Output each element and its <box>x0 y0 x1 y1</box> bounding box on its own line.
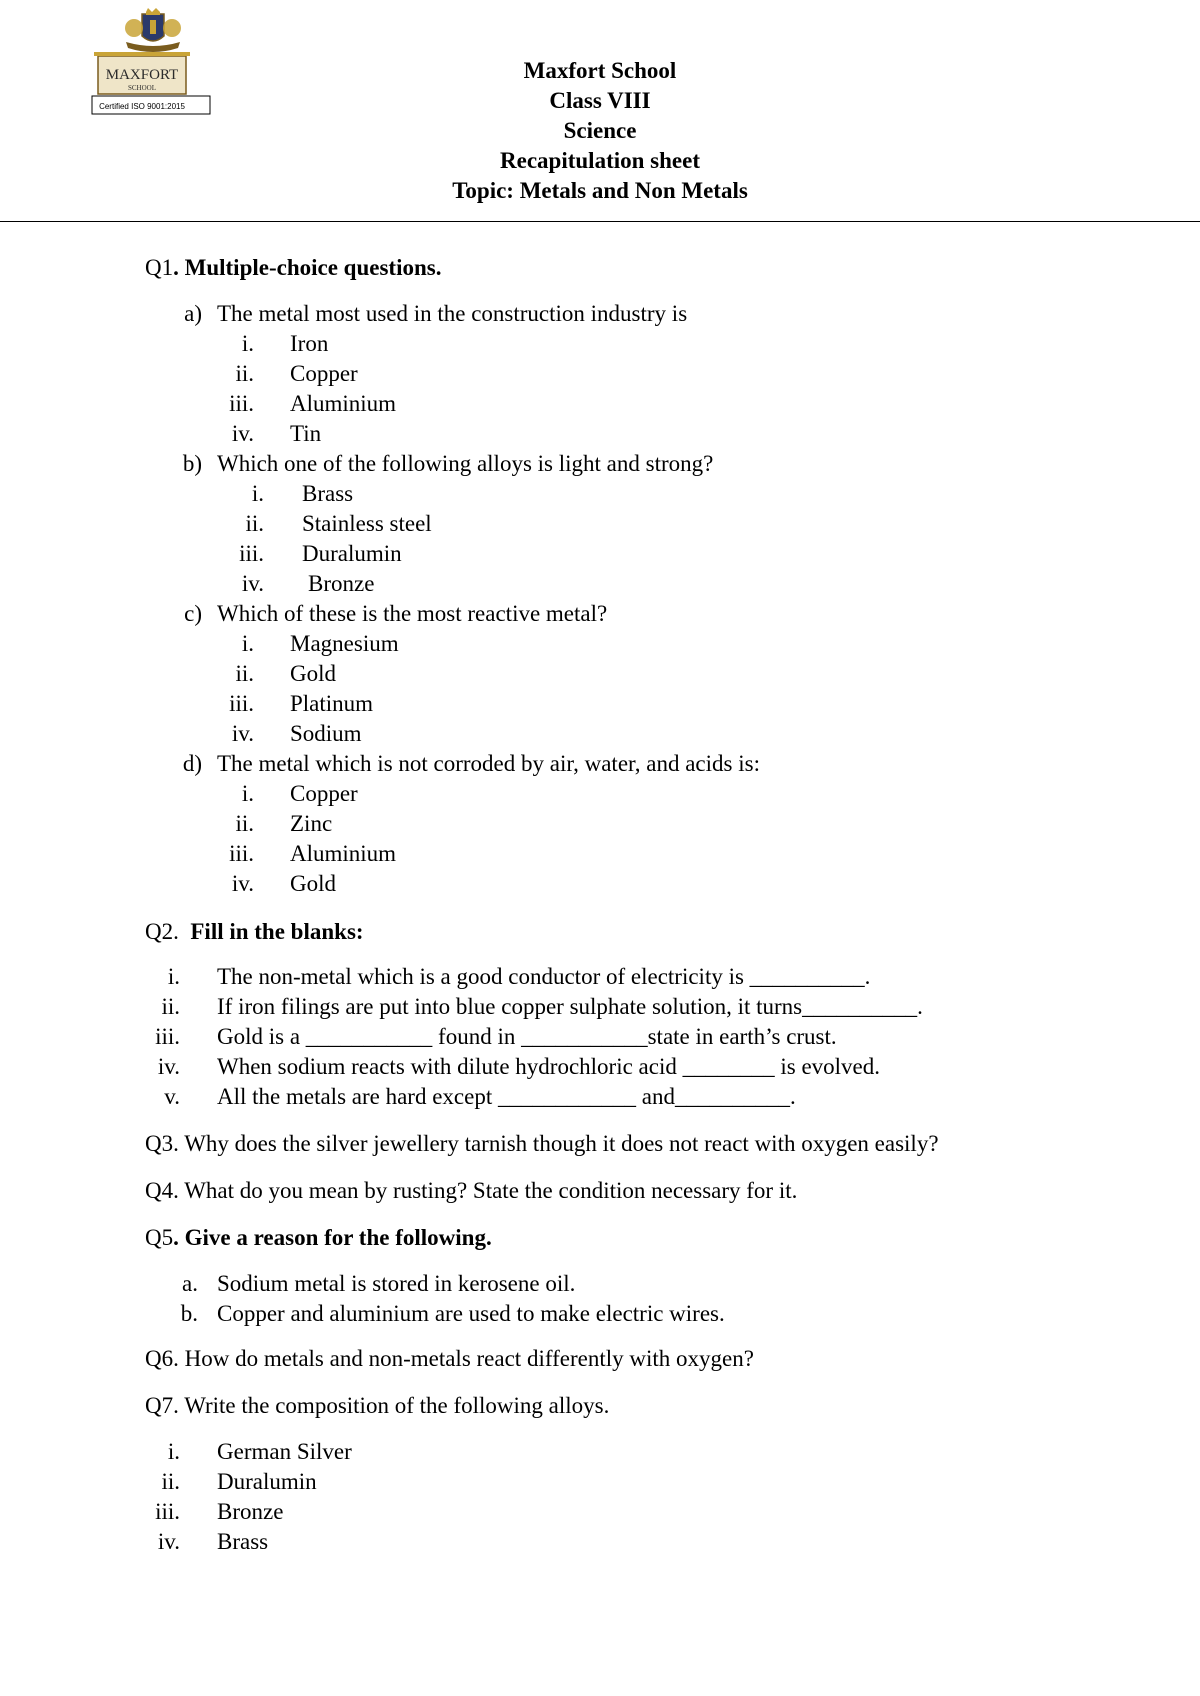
q1b-opt3-num: iii. <box>239 541 264 566</box>
q1d-opt3: Aluminium <box>290 841 397 866</box>
q2-item4-num: iv. <box>157 1054 180 1079</box>
school-name: Maxfort School <box>523 58 677 83</box>
q1d-opt1: Copper <box>290 781 358 806</box>
q5-item1-num: a. <box>182 1271 198 1296</box>
q1d-opt4-num: iv. <box>231 871 254 896</box>
subject-name: Science <box>563 118 637 143</box>
q1a-opt2-num: ii. <box>235 361 254 386</box>
q1c-opt1: Magnesium <box>290 631 399 656</box>
logo-cert: Certified ISO 9001:2015 <box>99 102 185 111</box>
q1d-text: The metal which is not corroded by air, water, and acids is: <box>217 751 760 776</box>
q1c-text: Which of these is the most reactive metal? <box>217 601 608 626</box>
q5-heading <box>145 1224 492 1252</box>
q5-item1: Sodium metal is stored in kerosene oil. <box>217 1271 576 1296</box>
q1d-opt2-num: ii. <box>235 811 254 836</box>
document-header <box>300 56 900 206</box>
q2-label: Q2. <box>145 919 179 944</box>
q4-text: Q4. What do you mean by rusting? State the condition necessary for it. <box>145 1178 798 1203</box>
q7-item1-num: i. <box>167 1439 180 1464</box>
q7-item4-num: iv. <box>157 1529 180 1554</box>
q2-heading <box>145 918 364 946</box>
q1c-opt3: Platinum <box>290 691 374 716</box>
q1b-opt3: Duralumin <box>302 541 402 566</box>
q1a-opt2: Copper <box>290 361 358 386</box>
q2-item3-num: iii. <box>155 1024 180 1049</box>
q7-item2-num: ii. <box>161 1469 180 1494</box>
q2-item1: The non-metal which is a good conductor of electricity is __________. <box>217 964 871 989</box>
q1c-opt4: Sodium <box>290 721 362 746</box>
q1d-opt2: Zinc <box>290 811 333 836</box>
logo-name: MAXFORT <box>105 67 179 83</box>
q1-title: . Multiple-choice questions. <box>173 255 442 280</box>
q6-text: Q6. How do metals and non-metals react differently with oxygen? <box>145 1346 754 1371</box>
q3-text: Q3. Why does the silver jewellery tarnish though it does not react with oxygen easily? <box>145 1131 939 1156</box>
q1a-opt3: Aluminium <box>290 391 397 416</box>
header-divider <box>0 221 1200 222</box>
q7-item3-num: iii. <box>155 1499 180 1524</box>
q1a-opt1: Iron <box>290 331 329 356</box>
q1b-opt1: Brass <box>302 481 354 506</box>
q1-heading <box>145 254 441 282</box>
logo-sub: SCHOOL <box>127 84 157 92</box>
sheet-title: Recapitulation sheet <box>500 148 700 173</box>
q7-item1: German Silver <box>217 1439 352 1464</box>
q2-item2: If iron filings are put into blue copper sulphate solution, it turns__________. <box>217 994 923 1019</box>
q1b-opt4-num: iv. <box>241 571 264 596</box>
q1c-opt3-num: iii. <box>229 691 254 716</box>
q7-item3: Bronze <box>217 1499 284 1524</box>
q1a-opt4-num: iv. <box>231 421 254 446</box>
q1c-opt2-num: ii. <box>235 661 254 686</box>
q2-item5: All the metals are hard except ____________ and__________. <box>217 1084 796 1109</box>
q1a-letter: a) <box>184 301 202 326</box>
q1c-opt4-num: iv. <box>231 721 254 746</box>
q2-item5-num: v. <box>164 1084 180 1109</box>
q1c-opt1-num: i. <box>241 631 254 656</box>
q1a-opt4: Tin <box>290 421 322 446</box>
q2-item1-num: i. <box>167 964 180 989</box>
q1c-letter: c) <box>184 601 202 626</box>
q1b-letter: b) <box>182 451 202 476</box>
crest-icon <box>125 8 181 52</box>
q1a-text: The metal most used in the construction industry is <box>217 301 688 326</box>
q1d-letter: d) <box>182 751 202 776</box>
q1a-opt1-num: i. <box>241 331 254 356</box>
topic-title: Topic: Metals and Non Metals <box>452 178 748 203</box>
q1b-text: Which one of the following alloys is light and strong? <box>217 451 714 476</box>
q2-item4: When sodium reacts with dilute hydrochloric acid ________ is evolved. <box>217 1054 881 1079</box>
q5-item2-num: b. <box>180 1301 198 1326</box>
q2-item2-num: ii. <box>161 994 180 1019</box>
class-name: Class VIII <box>549 88 651 113</box>
q1b-opt2: Stainless steel <box>302 511 432 536</box>
q2-item3: Gold is a ___________ found in ___________state in earth’s crust. <box>217 1024 837 1049</box>
q1b-opt1-num: i. <box>251 481 264 506</box>
school-logo <box>90 6 216 118</box>
q5-item2: Copper and aluminium are used to make electric wires. <box>217 1301 725 1326</box>
q1a-opt3-num: iii. <box>229 391 254 416</box>
q1b-opt2-num: ii. <box>245 511 264 536</box>
q2-title: Fill in the blanks: <box>190 919 364 944</box>
q1d-opt4: Gold <box>290 871 336 896</box>
q1d-opt3-num: iii. <box>229 841 254 866</box>
q1c-opt2: Gold <box>290 661 336 686</box>
q7-item4: Brass <box>217 1529 269 1554</box>
q7-text: Q7. Write the composition of the following alloys. <box>145 1393 610 1418</box>
q7-item2: Duralumin <box>217 1469 317 1494</box>
q5-label: Q5 <box>145 1225 174 1250</box>
q1d-opt1-num: i. <box>241 781 254 806</box>
q1b-opt4: Bronze <box>308 571 375 596</box>
q5-title: . Give a reason for the following. <box>173 1225 492 1250</box>
q1-label: Q1 <box>145 255 174 280</box>
